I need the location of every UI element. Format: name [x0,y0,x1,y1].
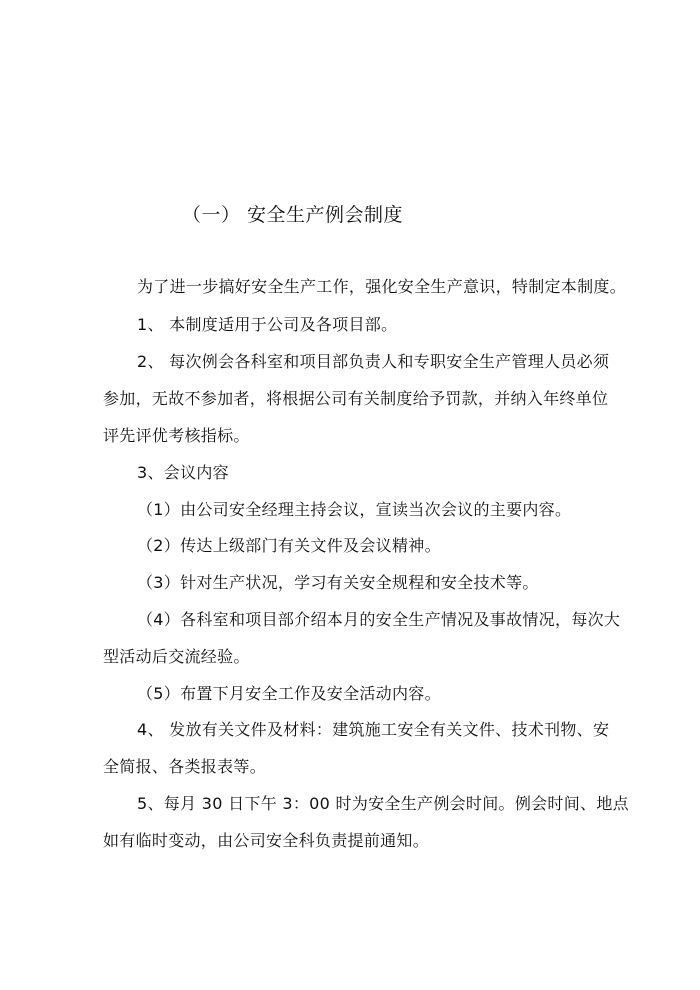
clause-3-item-2: （2）传达上级部门有关文件及会议精神。 [137,536,441,555]
clause-3-item-1: （1）由公司安全经理主持会议，宣读当次会议的主要内容。 [137,500,572,519]
document-title: （一） 安全生产例会制度 [182,204,404,226]
clause-3-item-4-line-2: 型活动后交流经验。 [103,647,250,666]
clause-2-line-1: 2、 每次例会各科室和项目部负责人和专职安全生产管理人员必须 [137,352,610,371]
clause-4-line-1: 4、 发放有关文件及材料：建筑施工安全有关文件、技术刊物、安 [137,720,610,739]
clause-2-line-3: 评先评优考核指标。 [103,426,250,445]
clause-3-item-4-line-1: （4）各科室和项目部介绍本月的安全生产情况及事故情况，每次大 [137,610,621,629]
clause-3-item-3: （3）针对生产状况，学习有关安全规程和安全技术等。 [137,573,539,592]
clause-2-line-2: 参加，无故不参加者，将根据公司有关制度给予罚款，并纳入年终单位 [103,389,609,408]
clause-5-line-1: 5、每月 30 日下午 3：00 时为安全生产例会时间。例会时间、地点 [137,794,629,813]
intro-paragraph: 为了进一步搞好安全生产工作，强化安全生产意识，特制定本制度。 [137,277,627,296]
clause-3-item-5: （5）布置下月安全工作及安全活动内容。 [137,684,441,703]
clause-4-line-2: 全简报、各类报表等。 [103,757,267,776]
clause-5-line-2: 如有临时变动，由公司安全科负责提前通知。 [103,831,430,850]
clause-1: 1、 本制度适用于公司及各项目部。 [137,315,398,334]
clause-3-heading: 3、会议内容 [137,463,229,482]
